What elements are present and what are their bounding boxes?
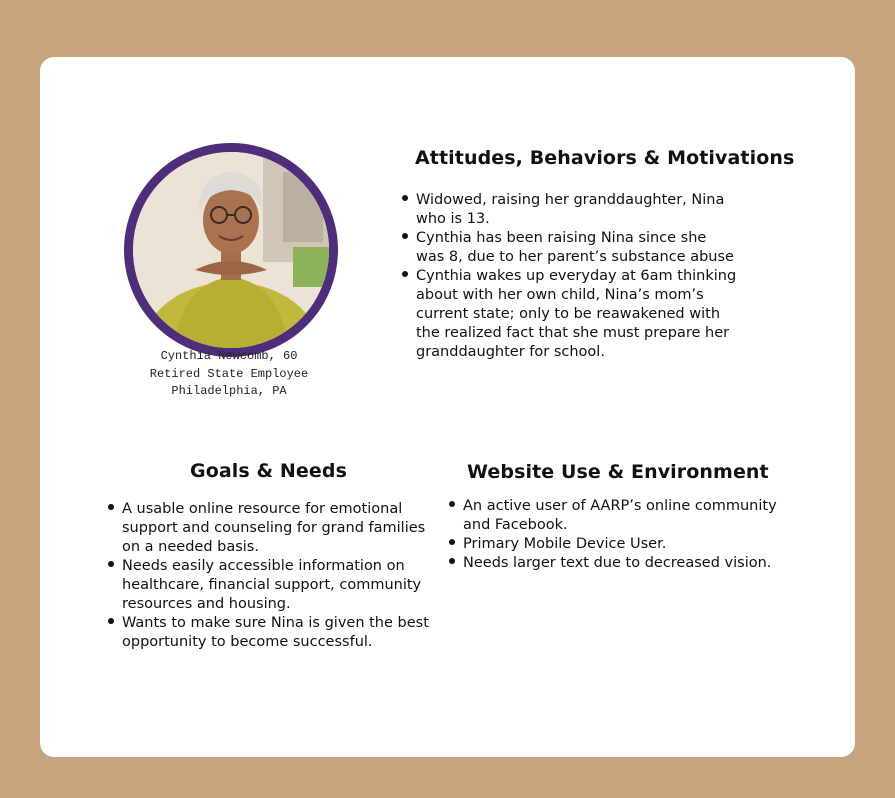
goals-heading: Goals & Needs: [190, 460, 347, 482]
persona-caption: [120, 348, 338, 401]
list-item: Primary Mobile Device User.: [449, 535, 797, 554]
list-item: Cynthia wakes up everyday at 6am thinking about with her own child, Nina’s mom’s current state; only to be reawakened with the realized fact that she must prepare her granddaughter for school.: [402, 267, 738, 362]
persona-role: Retired State Employee: [149, 366, 309, 381]
list-item: Widowed, raising her granddaughter, Nina who is 13.: [402, 191, 738, 229]
website-heading: Website Use & Environment: [467, 461, 769, 483]
list-item: An active user of AARP’s online community and Facebook.: [449, 497, 797, 535]
list-item: Wants to make sure Nina is given the best opportunity to become successful.: [108, 614, 430, 652]
list-item: Needs larger text due to decreased vision.: [449, 554, 797, 573]
persona-photo: [124, 143, 338, 357]
persona-location: Philadelphia, PA: [171, 384, 287, 398]
list-item: Needs easily accessible information on healthcare, financial support, community resources and housing.: [108, 557, 430, 614]
website-list: [449, 497, 797, 573]
persona-card: [40, 57, 855, 757]
persona-name: Cynthia Newcomb, 60: [160, 349, 298, 363]
persona-photo-illustration: [133, 152, 329, 348]
list-item: Cynthia has been raising Nina since she was 8, due to her parent’s substance abuse: [402, 229, 738, 267]
attitudes-heading: Attitudes, Behaviors & Motivations: [415, 147, 795, 169]
attitudes-list: [402, 191, 738, 362]
goals-list: [108, 500, 430, 652]
list-item: A usable online resource for emotional support and counseling for grand families on a needed basis.: [108, 500, 430, 557]
